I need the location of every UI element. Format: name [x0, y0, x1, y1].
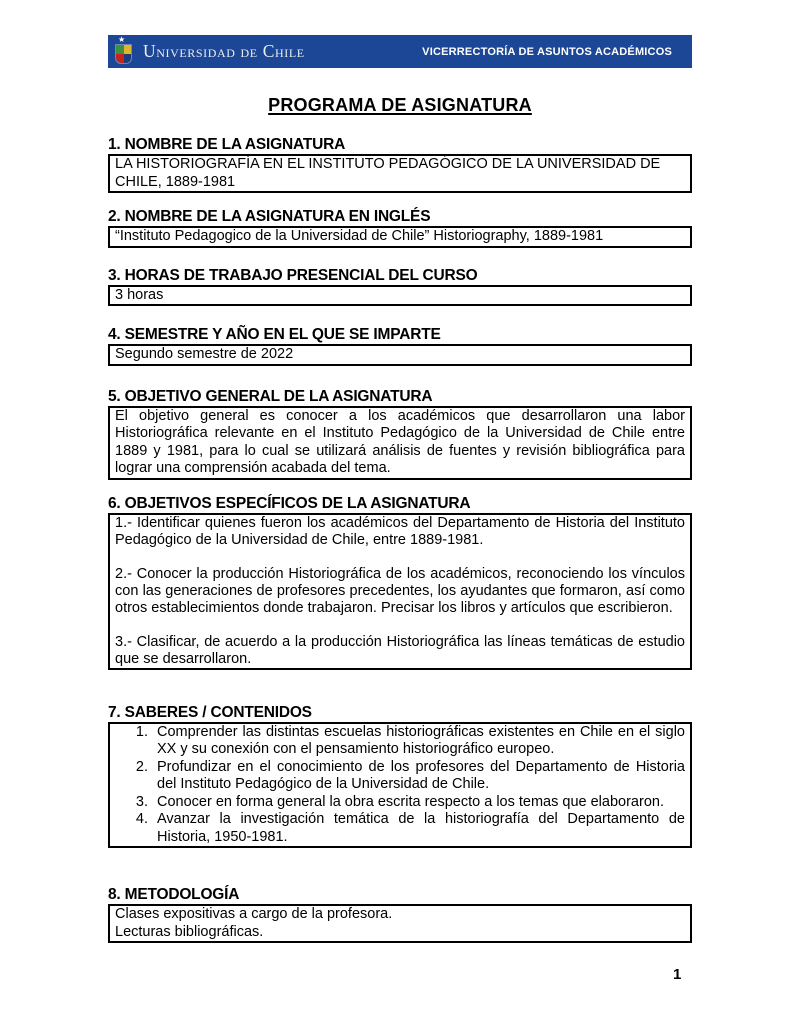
crest-quadrant-green: [116, 45, 124, 54]
section-nombre-ingles: [108, 208, 692, 248]
section-heading: 8. METODOLOGÍA: [108, 886, 240, 903]
section-content-box: 3 horas: [108, 285, 692, 307]
section-heading: 1. NOMBRE DE LA ASIGNATURA: [108, 136, 346, 153]
document-page: [108, 35, 692, 983]
list-item: 1. Comprender las distintas escuelas historiográficas existentes en Chile en el siglo XX y su conexión con el pensamiento historiográfico europeo.: [152, 724, 685, 759]
section-content-box: LA HISTORIOGRAFÍA EN EL INSTITUTO PEDAGÓGICO DE LA UNIVERSIDAD DE CHILE, 1889-1981: [108, 154, 692, 193]
header-banner: [108, 35, 692, 68]
section-heading: 2. NOMBRE DE LA ASIGNATURA EN INGLÉS: [108, 208, 431, 225]
university-name: Universidad de Chile: [143, 41, 305, 61]
crest-quadrant-red: [116, 54, 124, 63]
section-heading: 3. HORAS DE TRABAJO PRESENCIAL DEL CURSO: [108, 266, 478, 284]
section-metodologia: [108, 886, 692, 943]
document-title: PROGRAMA DE ASIGNATURA: [268, 95, 532, 115]
methodology-line: Lecturas bibliográficas.: [115, 923, 264, 940]
section-content-box: [108, 722, 692, 849]
section-objetivos-especificos: [108, 495, 692, 670]
header-department-name: VICERRECTORÍA DE ASUNTOS ACADÉMICOS: [422, 45, 672, 58]
section-objetivo-general: [108, 388, 692, 480]
contents-list: [115, 724, 685, 847]
section-semestre-ano: [108, 326, 692, 366]
section-saberes-contenidos: [108, 704, 692, 849]
section-horas-presenciales: [108, 267, 692, 307]
section-content-box: [108, 513, 692, 670]
section-heading: 4. SEMESTRE Y AÑO EN EL QUE SE IMPARTE: [108, 326, 441, 343]
crest-quadrant-navy: [124, 54, 132, 63]
methodology-line: Clases expositivas a cargo de la profesora.: [115, 906, 393, 922]
crest-quadrant-yellow: [124, 45, 132, 54]
section-content-box: “Instituto Pedagogico de la Universidad de Chile” Historiography, 1889-1981: [108, 226, 692, 248]
section-heading: 7. SABERES / CONTENIDOS: [108, 703, 312, 721]
star-icon: ★: [118, 35, 126, 44]
objective-paragraph: 3.- Clasificar, de acuerdo a la producción Historiográfica las líneas temáticas de estudio que se desarrollaron.: [115, 633, 685, 667]
objective-paragraph: 1.- Identificar quienes fueron los académicos del Departamento de Historia del Instituto Pedagógico de la Universidad de Chile, entre 1889-1981.: [115, 514, 685, 548]
university-logo: [115, 35, 133, 65]
crest-shield-icon: [116, 45, 131, 63]
page-number: 1: [673, 966, 682, 983]
list-item: 3. Conocer en forma general la obra escrita respecto a los temas que elaboraron.: [152, 794, 685, 812]
section-content-box: El objetivo general es conocer a los académicos que desarrollaron una labor Historiográfica relevante en el Instituto Pedagógico de la Universidad de Chile entre 1889 y 1981, para lo cual se utilizará análisis de fuentes y revisión bibliográfica para lograr una comprensión acabada del tema.: [108, 406, 692, 480]
section-heading: 6. OBJETIVOS ESPECÍFICOS DE LA ASIGNATURA: [108, 494, 471, 512]
objective-paragraph: 2.- Conocer la producción Historiográfica de los académicos, reconociendo los vínculos con las generaciones de profesores precedentes, los ayudantes que formaron, así como otros establecimientos donde trabajaron. Precisar los libros y artículos que escribieron.: [115, 565, 685, 616]
list-item: 2. Profundizar en el conocimiento de los profesores del Departamento de Historia del Instituto Pedagógico de la Universidad de Chile.: [152, 759, 685, 794]
list-item: 4. Avanzar la investigación temática de la historiografía del Departamento de Historia, 1950-1981.: [152, 811, 685, 846]
section-content-box: [108, 904, 692, 943]
section-content-box: Segundo semestre de 2022: [108, 344, 692, 366]
section-heading: 5. OBJETIVO GENERAL DE LA ASIGNATURA: [108, 387, 433, 405]
section-nombre-asignatura: [108, 136, 692, 193]
